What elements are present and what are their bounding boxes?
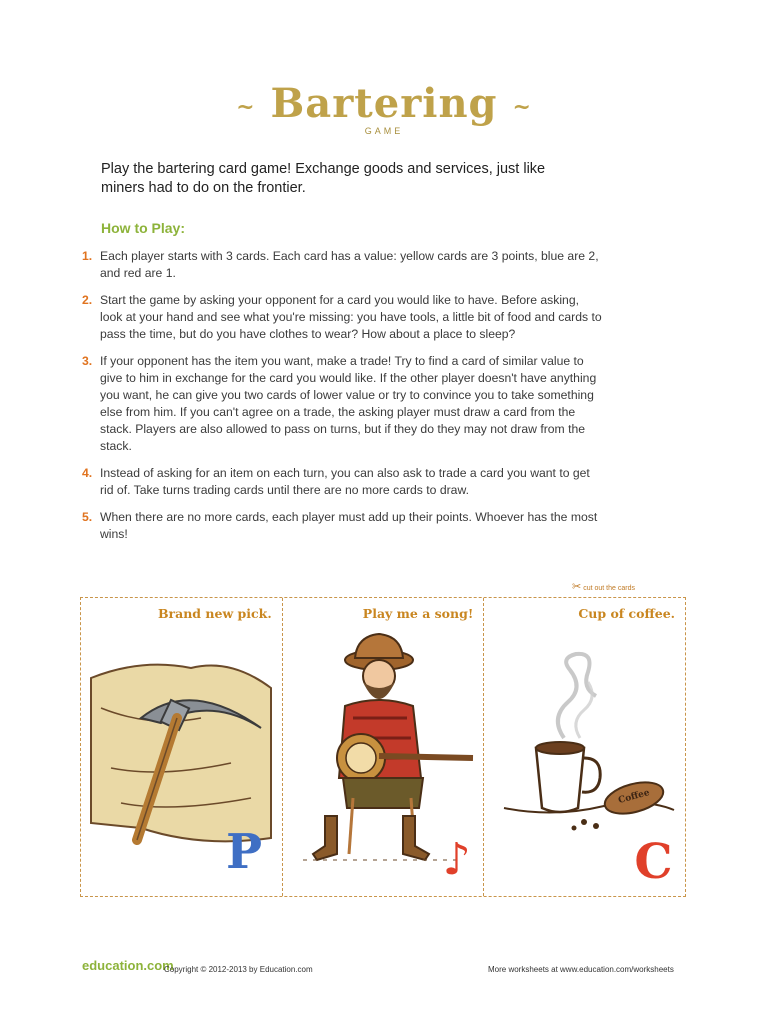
step-item (82, 248, 602, 282)
card-coffee[interactable] (484, 598, 685, 896)
worksheet-subtitle: GAME (364, 126, 404, 136)
card-title: Play me a song! (362, 606, 474, 621)
card-song[interactable] (283, 598, 485, 896)
step-item (82, 465, 602, 499)
card-value-letter: P (226, 824, 263, 880)
title-text: Bartering (270, 80, 498, 127)
worksheet-title (0, 80, 768, 127)
intro-text: Play the bartering card game! Exchange goods and services, just like miners had to do on the frontier. (101, 161, 546, 196)
right-swirl-icon: ~ (512, 94, 532, 120)
scissors-icon: ✂ (572, 581, 582, 593)
step-number: 5. (82, 510, 93, 524)
step-text: If your opponent has the item you want, make a trade! Try to find a card of similar value to give to him in exchange for the card you would like. If the other player doesn't have anything you want, he can give you two cards of lower value or try to convince you to take something else from him. If you can't agree on a trade, the asking player must draw a card from the stack. Players are also allowed to pass on turns, but if they do they may not draw from the stack. (100, 354, 597, 453)
step-text: When there are no more cards, each player must add up their points. Whoever has the most wins! (100, 510, 598, 541)
card-pick[interactable] (81, 598, 283, 896)
steps-list (82, 248, 602, 553)
card-title: Cup of coffee. (578, 606, 676, 621)
card-strip (80, 597, 686, 897)
step-text: Instead of asking for an item on each turn, you can also ask to trade a card you want to get rid of. Take turns trading cards until there are no more cards to draw. (100, 466, 590, 497)
copyright-text: Copyright © 2012-2013 by Education.com (164, 965, 313, 974)
step-number: 1. (82, 249, 93, 263)
step-item (82, 509, 602, 543)
education-logo[interactable] (82, 958, 174, 973)
logo-text: education.com (82, 958, 174, 973)
cut-note (572, 580, 635, 593)
card-value-letter: C (634, 834, 673, 890)
left-swirl-icon: ~ (236, 94, 256, 120)
card-title: Brand new pick. (157, 606, 272, 621)
step-item (82, 292, 602, 343)
more-worksheets-link[interactable]: More worksheets at www.education.com/worksheets (488, 965, 674, 974)
step-number: 2. (82, 293, 93, 307)
step-number: 3. (82, 354, 93, 368)
music-note-icon: ♪ (442, 834, 471, 885)
step-item (82, 353, 602, 455)
coffee-bag-label: Coffee (617, 788, 652, 806)
how-to-play-heading: How to Play: (101, 220, 186, 236)
cut-note-text: cut out the cards (583, 585, 635, 592)
step-text: Each player starts with 3 cards. Each card has a value: yellow cards are 3 points, blue are 2, and red are 1. (100, 249, 599, 280)
step-text: Start the game by asking your opponent for a card you would like to have. Before asking, look at your hand and see what you're missing: you have tools, a little bit of food and cards to pass the time, but do you have clothes to wear? How about a place to sleep? (100, 293, 602, 341)
step-number: 4. (82, 466, 93, 480)
